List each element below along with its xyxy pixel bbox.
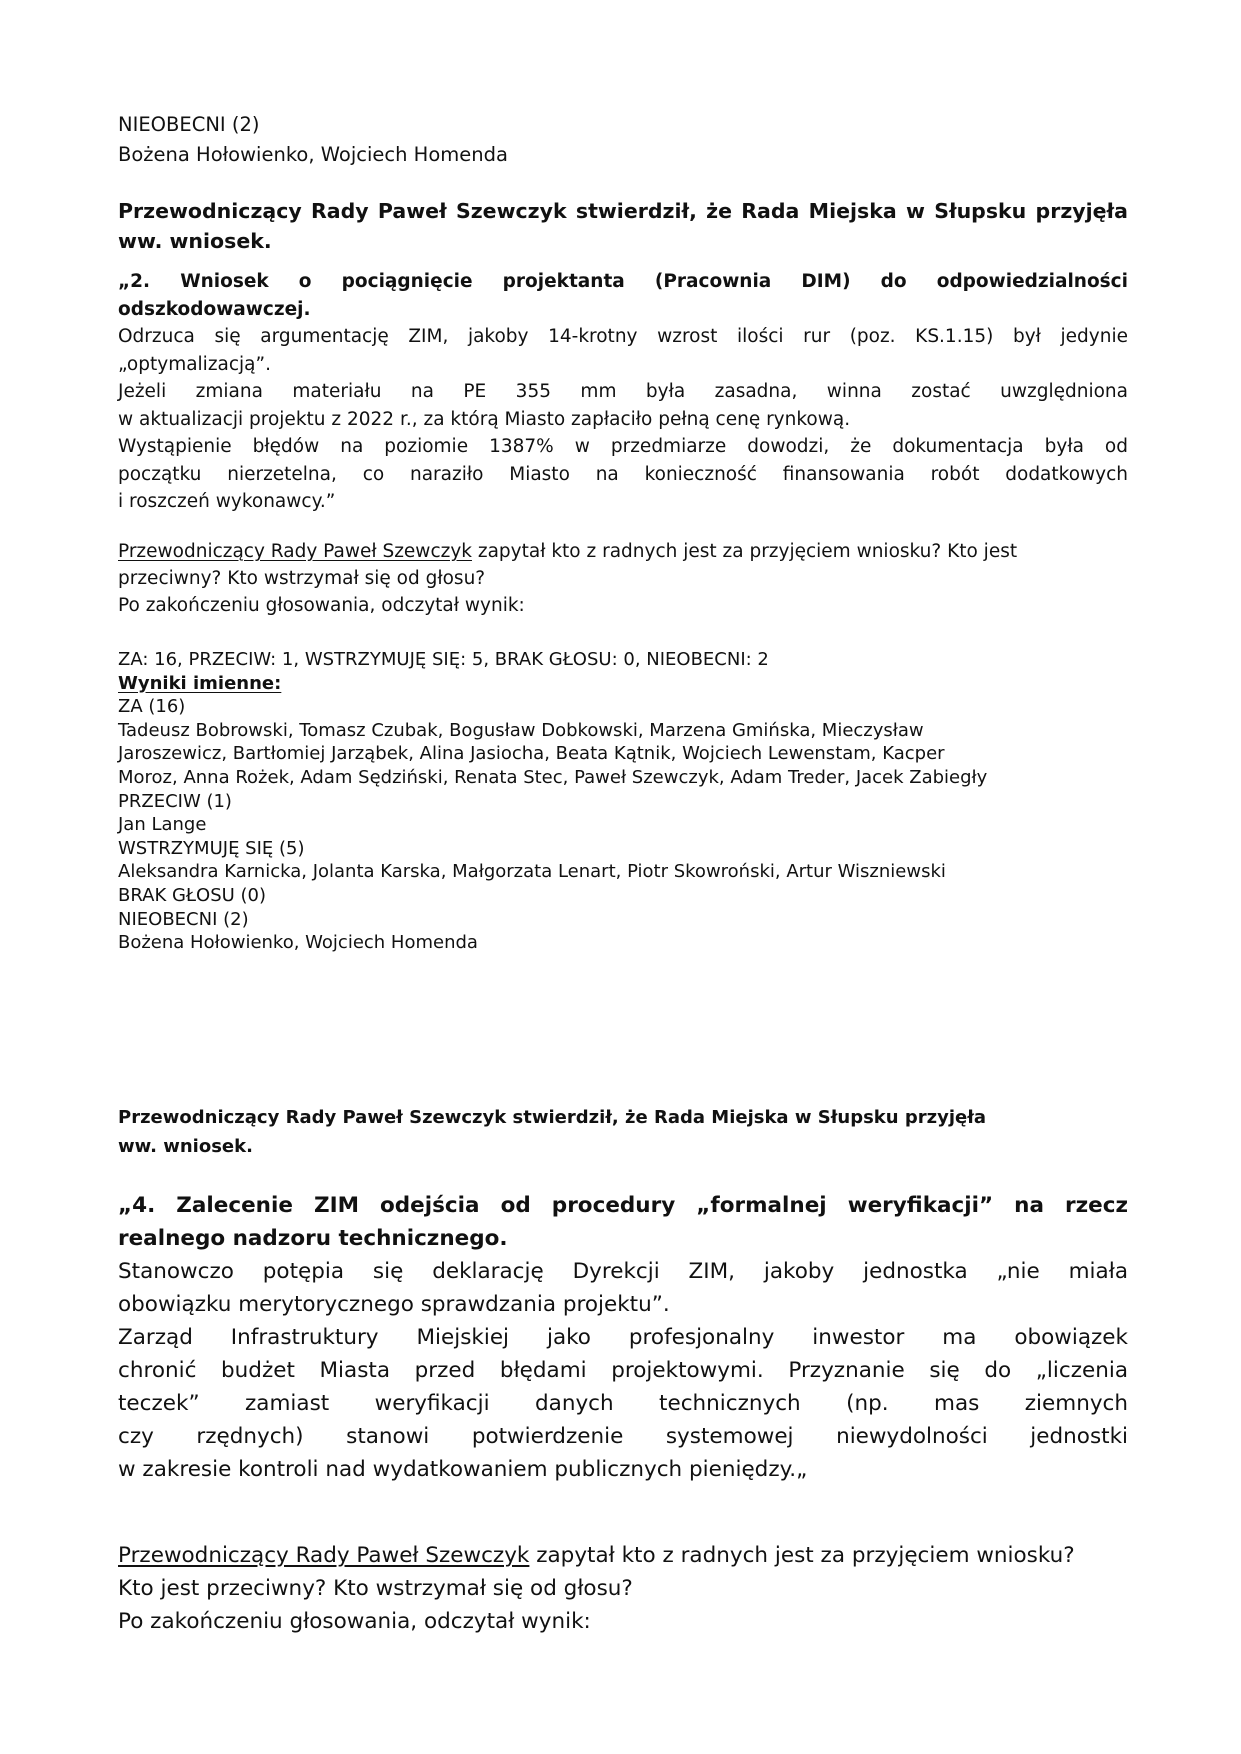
absent-header: NIEOBECNI (2) xyxy=(118,908,249,930)
motion-4 xyxy=(118,1189,1128,1486)
motion-2-text: „optymalizacją”. xyxy=(118,353,271,375)
motion-4-text: Stanowczo potępia się deklarację Dyrekcji ZIM, jakoby jednostka „nie miała xyxy=(118,1259,1128,1284)
motion-4-text: w zakresie kontroli nad wydatkowaniem publicznych pieniędzy.„ xyxy=(118,1457,808,1482)
question-text: zapytał kto z radnych jest za przyjęciem wniosku? xyxy=(529,1543,1075,1568)
question-text: zapytał kto z radnych jest za przyjęciem wniosku? Kto jest xyxy=(471,541,1018,562)
motion-4-title: „4. Zalecenie ZIM odejścia od procedury „formalnej weryfikacji” na rzecz xyxy=(118,1193,1128,1218)
motion-2-text: Odrzuca się argumentację ZIM, jakoby 14-krotny wzrost ilości rur (poz. KS.1.15) był jedynie xyxy=(118,326,1128,347)
absent-names: Bożena Hołowienko, Wojciech Homenda xyxy=(118,932,478,954)
abstain-names: Aleksandra Karnicka, Jolanta Karska, Małgorzata Lenart, Piotr Skowroński, Artur Wiszniewski xyxy=(118,861,946,883)
chair-link[interactable]: Przewodniczący Rady Paweł Szewczyk xyxy=(118,541,472,562)
vote-results-2 xyxy=(118,648,1128,955)
absent-header: NIEOBECNI (2) xyxy=(118,113,260,136)
for-names: Tadeusz Bobrowski, Tomasz Czubak, Bogusław Dobkowski, Marzena Gmińska, Mieczysław xyxy=(118,719,924,741)
abstain-header: WSTRZYMUJĘ SIĘ (5) xyxy=(118,837,305,859)
after-vote-text: Po zakończeniu głosowania, odczytał wynik: xyxy=(118,1609,591,1634)
against-header: PRZECIW (1) xyxy=(118,790,232,812)
conclusion-line: ww. wniosek. xyxy=(118,229,272,253)
conclusion-line: Przewodniczący Rady Paweł Szewczyk stwierdził, że Rada Miejska w Słupsku przyjęła xyxy=(118,199,1128,223)
against-names: Jan Lange xyxy=(118,814,207,836)
conclusion-line: Przewodniczący Rady Paweł Szewczyk stwierdził, że Rada Miejska w Słupsku przyjęła xyxy=(118,1107,987,1128)
vote-question-2 xyxy=(118,538,1128,619)
absent-list-top xyxy=(118,110,1128,170)
motion-2-text: początku nierzetelna, co naraziło Miasto na konieczność finansowania robót dodatkowych xyxy=(118,463,1128,485)
for-names: Jaroszewicz, Bartłomiej Jarząbek, Alina Jasiocha, Beata Kątnik, Wojciech Lewenstam, Kacper xyxy=(118,743,945,765)
motion-2-text: Wystąpienie błędów na poziomie 1387% w przedmiarze dowodzi, że dokumentacja była od xyxy=(118,436,1128,457)
for-names: Moroz, Anna Rożek, Adam Sędziński, Renata Stec, Paweł Szewczyk, Adam Treder, Jacek Zabiegły xyxy=(118,766,988,788)
motion-4-text: Zarząd Infrastruktury Miejskiej jako profesjonalny inwestor ma obowiązek xyxy=(118,1325,1128,1350)
motion-4-text: obowiązku merytorycznego sprawdzania projektu”. xyxy=(118,1292,670,1317)
absent-names: Bożena Hołowienko, Wojciech Homenda xyxy=(118,143,508,166)
conclusion-paragraph-2 xyxy=(118,1103,1128,1161)
conclusion-paragraph-1 xyxy=(118,196,1128,256)
motion-2-text: Jeżeli zmiana materiału na PE 355 mm była zasadna, winna zostać uwzględniona xyxy=(118,381,1128,402)
motion-4-title-cont: realnego nadzoru technicznego. xyxy=(118,1226,508,1251)
motion-4-text: czy rzędnych) stanowi potwierdzenie systemowej niewydolności jednostki xyxy=(118,1424,1128,1449)
no-vote-header: BRAK GŁOSU (0) xyxy=(118,884,267,906)
motion-2-title: „2. Wniosek o pociągnięcie projektanta (Pracownia DIM) do odpowiedzialności xyxy=(118,271,1128,292)
conclusion-line: ww. wniosek. xyxy=(118,1136,253,1157)
motion-2-title-cont: odszkodowawczej. xyxy=(118,298,311,320)
named-results-label: Wyniki imienne: xyxy=(118,672,282,694)
after-vote-text: Po zakończeniu głosowania, odczytał wynik: xyxy=(118,595,525,616)
question-text: Kto jest przeciwny? Kto wstrzymał się od głosu? xyxy=(118,1576,633,1601)
for-header: ZA (16) xyxy=(118,696,186,718)
vote-summary: ZA: 16, PRZECIW: 1, WSTRZYMUJĘ SIĘ: 5, BRAK GŁOSU: 0, NIEOBECNI: 2 xyxy=(118,649,769,670)
motion-2-text: w aktualizacji projektu z 2022 r., za którą Miasto zapłaciło pełną cenę rynkową. xyxy=(118,408,851,430)
chair-link[interactable]: Przewodniczący Rady Paweł Szewczyk xyxy=(118,1543,530,1568)
motion-4-text: teczek” zamiast weryfikacji danych technicznych (np. mas ziemnych xyxy=(118,1391,1128,1416)
motion-4-text: chronić budżet Miasta przed błędami projektowymi. Przyznanie się do „liczenia xyxy=(118,1358,1128,1383)
motion-2-text: i roszczeń wykonawcy.” xyxy=(118,491,336,512)
vote-question-4 xyxy=(118,1539,1128,1638)
motion-2 xyxy=(118,268,1128,516)
question-text: przeciwny? Kto wstrzymał się od głosu? xyxy=(118,568,486,589)
